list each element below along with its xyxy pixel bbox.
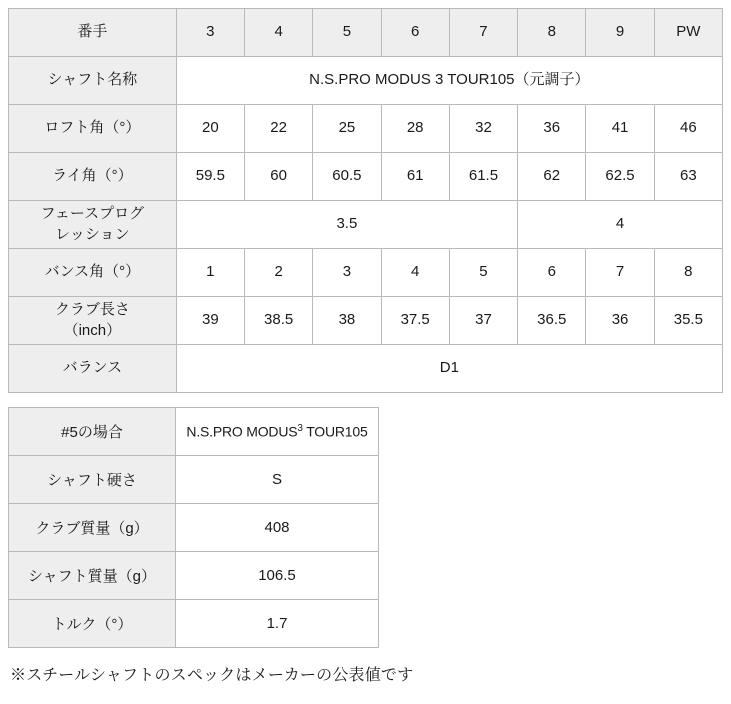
length-value-8: 36.5: [518, 297, 586, 345]
length-value-pw: 35.5: [654, 297, 722, 345]
club-header-8: 8: [518, 9, 586, 57]
club-header-6: 6: [381, 9, 449, 57]
lie-value-7: 61.5: [449, 153, 517, 201]
case-5-value-prefix: N.S.PRO MODUS: [186, 423, 298, 440]
case-5-value-suffix: TOUR105: [302, 423, 368, 440]
loft-value-6: 28: [381, 105, 449, 153]
bounce-value-4: 2: [244, 249, 312, 297]
club-header-pw: PW: [654, 9, 722, 57]
length-value-4: 38.5: [244, 297, 312, 345]
bounce-value-3: 1: [176, 249, 244, 297]
row-label-face-progression-line2: レッション: [55, 225, 130, 243]
lie-value-pw: 63: [654, 153, 722, 201]
lie-value-9: 62.5: [586, 153, 654, 201]
row-label-length-line2: （inch）: [63, 321, 122, 339]
loft-value-9: 41: [586, 105, 654, 153]
row-label-club-weight: クラブ質量（g）: [9, 504, 176, 552]
case-5-value-sup: 3: [297, 423, 303, 435]
loft-value-7: 32: [449, 105, 517, 153]
row-label-lie: ライ角（°）: [9, 153, 177, 201]
row-label-case-5: #5の場合: [9, 408, 176, 456]
case-5-value: [176, 408, 379, 456]
shaft-spec-table: [8, 407, 724, 648]
spacer-cell: [379, 504, 724, 552]
row-label-shaft-name: シャフト名称: [9, 57, 177, 105]
club-spec-table: [8, 8, 723, 393]
row-label-length-line1: クラブ長さ: [54, 301, 130, 319]
balance-value: D1: [176, 345, 722, 393]
spacer-cell: [379, 456, 724, 504]
spacer-cell: [379, 408, 724, 456]
bounce-value-8: 6: [518, 249, 586, 297]
table-row: [9, 345, 723, 393]
shaft-weight-value: 106.5: [176, 552, 379, 600]
table-row: [9, 600, 724, 648]
length-value-9: 36: [586, 297, 654, 345]
row-label-shaft-flex: シャフト硬さ: [9, 456, 176, 504]
shaft-flex-value: S: [176, 456, 379, 504]
table-row: [9, 456, 724, 504]
row-label-balance: バランス: [9, 345, 177, 393]
table-row: [9, 297, 723, 345]
loft-value-3: 20: [176, 105, 244, 153]
row-label-torque: トルク（°）: [9, 600, 176, 648]
table-row: [9, 408, 724, 456]
loft-value-5: 25: [313, 105, 381, 153]
length-value-6: 37.5: [381, 297, 449, 345]
table-row: [9, 249, 723, 297]
table-row: [9, 552, 724, 600]
footnote: ※スチールシャフトのスペックはメーカーの公表値です: [10, 667, 414, 684]
shaft-name-value: N.S.PRO MODUS 3 TOUR105（元調子）: [176, 57, 722, 105]
row-label-face-progression: [9, 201, 177, 249]
bounce-value-6: 4: [381, 249, 449, 297]
table-row: [9, 153, 723, 201]
bounce-value-7: 5: [449, 249, 517, 297]
club-header-7: 7: [449, 9, 517, 57]
lie-value-5: 60.5: [313, 153, 381, 201]
table-row: [9, 201, 723, 249]
row-label-bounce: バンス角（°）: [9, 249, 177, 297]
bounce-value-9: 7: [586, 249, 654, 297]
table-row: [9, 105, 723, 153]
loft-value-8: 36: [518, 105, 586, 153]
length-value-3: 39: [176, 297, 244, 345]
loft-value-4: 22: [244, 105, 312, 153]
length-value-7: 37: [449, 297, 517, 345]
row-label-loft: ロフト角（°）: [9, 105, 177, 153]
torque-value: 1.7: [176, 600, 379, 648]
club-header-3: 3: [176, 9, 244, 57]
row-label-club-number: 番手: [9, 9, 177, 57]
club-header-9: 9: [586, 9, 654, 57]
spacer-cell: [379, 600, 724, 648]
row-label-length: [9, 297, 177, 345]
lie-value-4: 60: [244, 153, 312, 201]
bounce-value-5: 3: [313, 249, 381, 297]
club-weight-value: 408: [176, 504, 379, 552]
lie-value-6: 61: [381, 153, 449, 201]
lie-value-8: 62: [518, 153, 586, 201]
spacer-cell: [379, 552, 724, 600]
length-value-5: 38: [313, 297, 381, 345]
row-label-shaft-weight: シャフト質量（g）: [9, 552, 176, 600]
row-label-face-progression-line1: フェースプログ: [40, 205, 145, 223]
table-row: [9, 9, 723, 57]
bounce-value-pw: 8: [654, 249, 722, 297]
club-header-4: 4: [244, 9, 312, 57]
lie-value-3: 59.5: [176, 153, 244, 201]
club-header-5: 5: [313, 9, 381, 57]
table-row: [9, 504, 724, 552]
table-row: [9, 57, 723, 105]
face-progression-value-2: 4: [518, 201, 723, 249]
loft-value-pw: 46: [654, 105, 722, 153]
face-progression-value-1: 3.5: [176, 201, 517, 249]
